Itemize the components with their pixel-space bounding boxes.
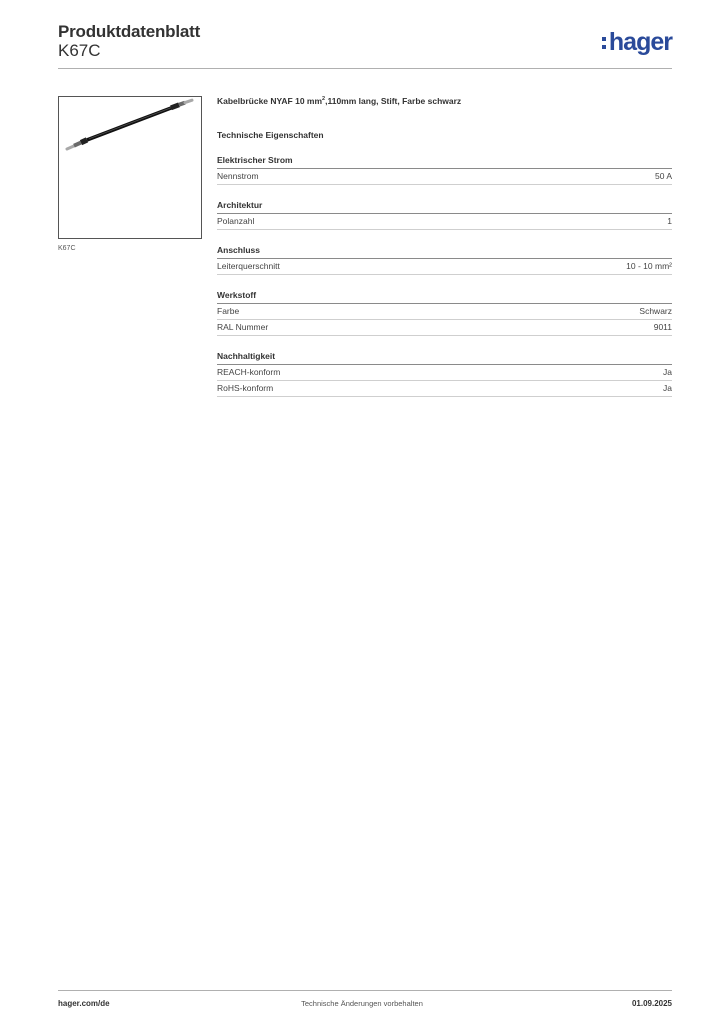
technical-properties-heading: Technische Eigenschaften [217,130,324,140]
group-title: Architektur [217,200,672,214]
property-label: Polanzahl [217,216,255,226]
group-title: Werkstoff [217,290,672,304]
image-caption: K67C [58,245,76,252]
group-title: Nachhaltigkeit [217,351,672,365]
page-header [58,22,672,68]
property-value: Ja [663,367,672,377]
property-label: REACH-konform [217,367,281,377]
property-group [217,200,672,230]
logo-text: hager [608,28,672,56]
hager-logo [602,28,672,57]
product-code: K67C [58,41,101,60]
cable-bridge-image [59,97,201,238]
product-image [58,96,202,239]
property-value: 10 - 10 mm² [626,261,672,271]
property-row [217,381,672,397]
property-value: 9011 [653,322,672,332]
property-row [217,169,672,185]
property-value: Ja [663,383,672,393]
group-title: Elektrischer Strom [217,155,672,169]
property-row [217,365,672,381]
property-value: Schwarz [639,306,672,316]
property-label: RAL Nummer [217,322,269,332]
logo-colon-icon [602,28,607,50]
property-row [217,304,672,320]
property-row [217,214,672,230]
property-label: Nennstrom [217,171,259,181]
property-row [217,259,672,275]
property-group [217,155,672,185]
property-group [217,351,672,397]
main-content [217,96,672,397]
property-label: Leiterquerschnitt [217,261,280,271]
footer-divider [58,990,672,991]
property-group [217,290,672,336]
header-divider [58,68,672,69]
group-title: Anschluss [217,245,672,259]
property-value: 1 [667,216,672,226]
property-group [217,245,672,275]
property-label: Farbe [217,306,240,316]
footer-notice: Technische Änderungen vorbehalten [301,999,423,1008]
document-title: Produktdatenblatt [58,22,201,41]
website-link[interactable]: hager.com/de [58,999,110,1008]
footer-date: 01.09.2025 [631,999,672,1008]
property-label: RoHS-konform [217,383,274,393]
product-description: Kabelbrücke NYAF 10 $mm^2,110mm$ lang, Stift, Farbe schwarz [217,96,462,106]
property-value: 50 A [654,171,672,181]
property-row [217,320,672,336]
